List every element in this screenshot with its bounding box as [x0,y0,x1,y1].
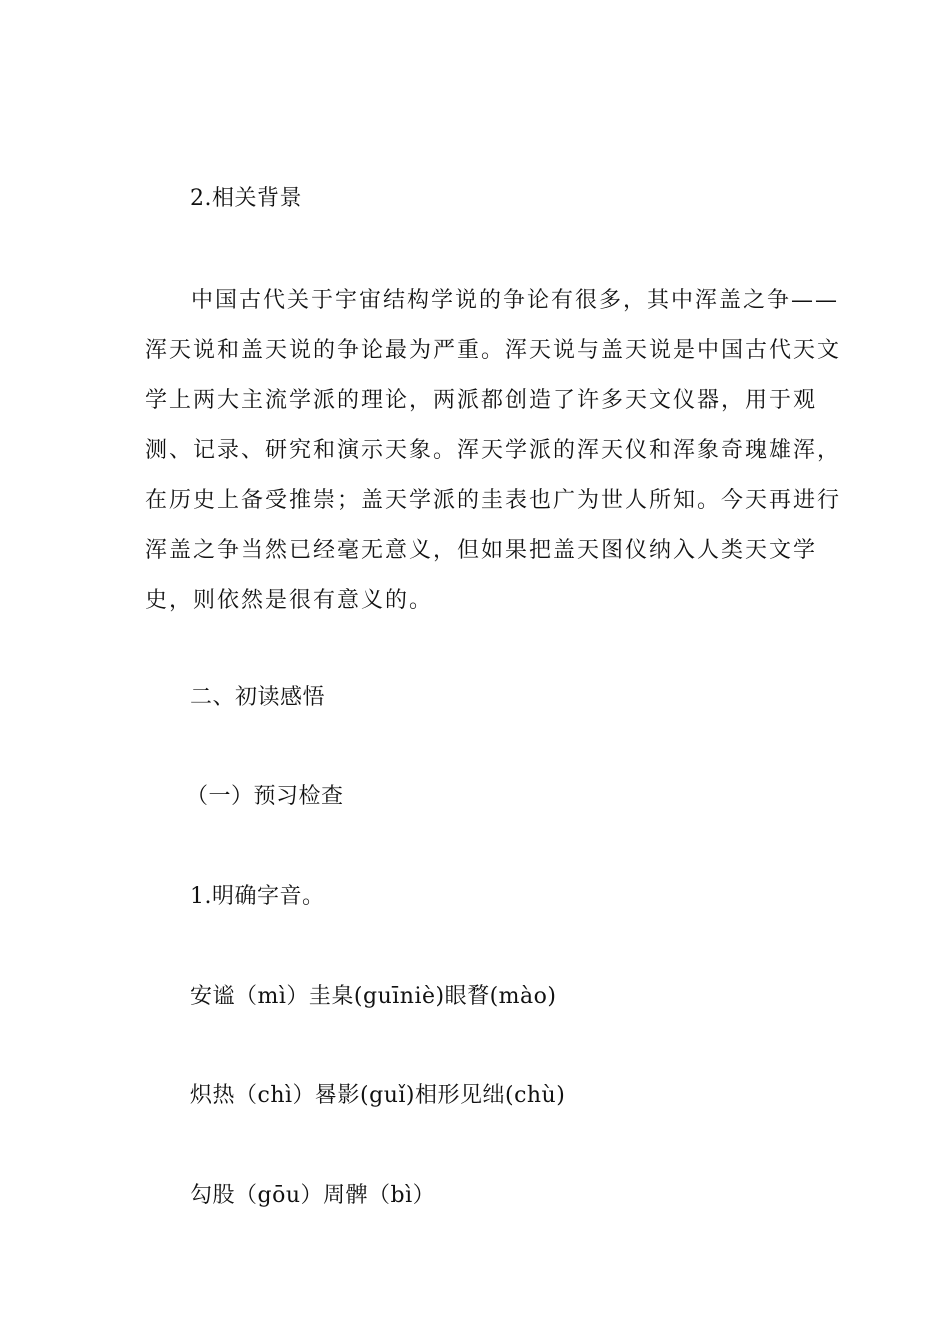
background-paragraph [145,276,842,626]
sub-heading: （一）预习检查 [186,784,344,809]
paragraph-line: 浑天说和盖天说的争论最为严重。浑天说与盖天说是中国古代天文 [145,338,842,363]
paragraph-line: 测、记录、研究和演示天象。浑天学派的浑天仪和浑象奇瑰雄浑， [145,438,842,463]
pronunciation-line: 炽热（chì）晷影(guǐ)相形见绌(chù) [190,1083,566,1108]
paragraph-line: 浑盖之争当然已经毫无意义，但如果把盖天图仪纳入人类天文学 [145,538,818,563]
paragraph-line: 在历史上备受推崇；盖天学派的圭表也广为世人所知。今天再进行 [145,488,842,513]
part-heading: 二、初读感悟 [190,685,326,710]
item-heading: 1.明确字音。 [190,884,325,909]
section-heading: 2.相关背景 [190,186,302,211]
paragraph-line: 中国古代关于宇宙结构学说的争论有很多，其中浑盖之争—— [191,288,840,313]
paragraph-line: 学上两大主流学派的理论，两派都创造了许多天文仪器，用于观 [145,388,818,413]
pronunciation-line: 安谧（mì）圭臬(guīniè)眼瞀(mào) [190,984,557,1009]
pronunciation-line: 勾股（gōu）周髀（bì） [190,1183,436,1208]
paragraph-line: 史，则依然是很有意义的。 [145,588,434,613]
